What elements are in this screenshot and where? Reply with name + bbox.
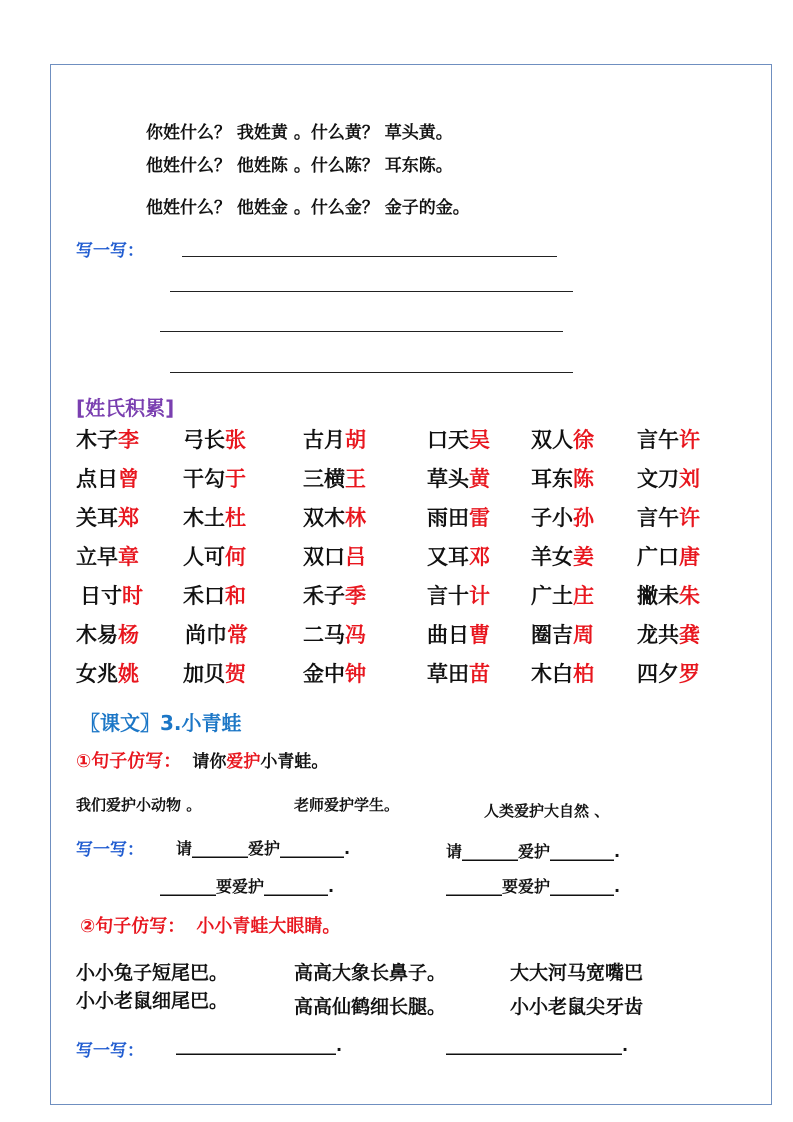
surname-cell: 广土庄: [531, 584, 594, 608]
surname-cell: 子小孙: [531, 506, 594, 530]
answer-line-4[interactable]: [170, 372, 573, 373]
surname-cell: 双木林: [303, 506, 366, 530]
surname-cell: 二马冯: [303, 623, 366, 647]
part2-example-2-2: 高高仙鹤细长腿。: [294, 996, 447, 1018]
part1-heading: [76, 747, 328, 773]
part1-example-1: 我们爱护小动物 。: [76, 796, 202, 814]
surname-cell: 雨田雷: [427, 506, 490, 530]
surname-cell: 古月胡: [303, 428, 366, 452]
lesson-title: 〖课文〗3.小青蛙: [80, 711, 242, 735]
surname-cell: 立早章: [76, 545, 139, 569]
surname-cell: 圈吉周: [531, 623, 594, 647]
write-label-2: 写一写：: [76, 840, 144, 860]
part1-example-3: 人类爱护大自然 、: [484, 802, 610, 820]
part2-blank-1[interactable]: ____________________.: [176, 1036, 343, 1055]
surname-cell: 加贝贺: [183, 662, 246, 686]
surname-cell: 言午许: [637, 428, 700, 452]
surname-cell: 双人徐: [531, 428, 594, 452]
part2-model: 小小青蛙大眼睛。: [196, 916, 341, 937]
answer-line-3[interactable]: [160, 331, 563, 332]
surname-cell: 言十计: [427, 584, 490, 608]
surname-cell: 金中钟: [303, 662, 366, 686]
part1-blank-1[interactable]: 请_______爱护________.: [176, 839, 351, 858]
surname-cell: 言午许: [637, 506, 700, 530]
part2-blank-2[interactable]: ______________________.: [446, 1036, 629, 1055]
dialogue-line-3: 他姓什么？ 他姓金 。什么金？ 金子的金。: [146, 198, 470, 218]
part1-blank-3[interactable]: _______要爱护________.: [160, 877, 335, 896]
answer-line-1[interactable]: [182, 256, 557, 257]
surname-cell: 耳东陈: [531, 467, 594, 491]
surname-cell: 尚巾常: [185, 623, 248, 647]
surname-cell: 口天吴: [427, 428, 490, 452]
surnames-title: [姓氏积累]: [76, 396, 175, 420]
part1-model-pre: 请你: [192, 752, 227, 772]
part2-example-1-3: 大大河马宽嘴巴: [510, 962, 644, 984]
surname-cell: 禾口和: [183, 584, 246, 608]
part1-blank-2[interactable]: 请_______爱护________.: [446, 842, 621, 861]
surname-cell: 草头黄: [427, 467, 490, 491]
surname-cell: 又耳邓: [427, 545, 490, 569]
part2-example-2-3: 小小老鼠尖牙齿: [510, 996, 644, 1018]
part2-label: ②句子仿写：: [80, 916, 186, 937]
surname-cell: 三横王: [303, 467, 366, 491]
part1-example-2: 老师爱护学生。: [294, 796, 400, 814]
part2-example-2-1: 小小老鼠细尾巴。: [76, 990, 229, 1012]
part1-blank-4[interactable]: _______要爱护________.: [446, 877, 621, 896]
surname-cell: 龙共龚: [637, 623, 700, 647]
surname-cell: 女兆姚: [76, 662, 139, 686]
surname-cell: 人可何: [183, 545, 246, 569]
surname-cell: 干勾于: [183, 467, 246, 491]
dialogue-line-1: 你姓什么？ 我姓黄 。什么黄？ 草头黄。: [146, 123, 453, 143]
part2-heading: [80, 912, 340, 938]
surname-cell: 木白柏: [531, 662, 594, 686]
surname-cell: 草田苗: [427, 662, 490, 686]
surname-cell: 木子李: [76, 428, 139, 452]
dialogue-line-2: 他姓什么？ 他姓陈 。什么陈？ 耳东陈。: [146, 156, 453, 176]
part2-example-1-2: 高高大象长鼻子。: [294, 962, 447, 984]
surname-cell: 点日曾: [76, 467, 139, 491]
answer-line-2[interactable]: [170, 291, 573, 292]
surname-cell: 双口吕: [303, 545, 366, 569]
surname-cell: 禾子季: [303, 584, 366, 608]
part1-model-post: 小青蛙。: [260, 752, 329, 772]
part1-model-key: 爱护: [226, 752, 261, 772]
surname-cell: 木土杜: [183, 506, 246, 530]
surname-cell: 关耳郑: [76, 506, 139, 530]
surname-cell: 四夕罗: [637, 662, 700, 686]
surname-cell: 木易杨: [76, 623, 139, 647]
write-label-1: 写一写：: [76, 241, 144, 261]
surname-cell: 日寸时: [80, 584, 143, 608]
surname-cell: 文刀刘: [637, 467, 700, 491]
write-label-3: 写一写：: [76, 1041, 144, 1061]
surname-cell: 撇未朱: [637, 584, 700, 608]
part2-example-1-1: 小小兔子短尾巴。: [76, 962, 229, 984]
surname-cell: 广口唐: [637, 545, 700, 569]
surname-cell: 弓长张: [183, 428, 246, 452]
surname-cell: 羊女姜: [531, 545, 594, 569]
surname-cell: 曲日曹: [427, 623, 490, 647]
part1-label: ①句子仿写：: [76, 751, 182, 772]
